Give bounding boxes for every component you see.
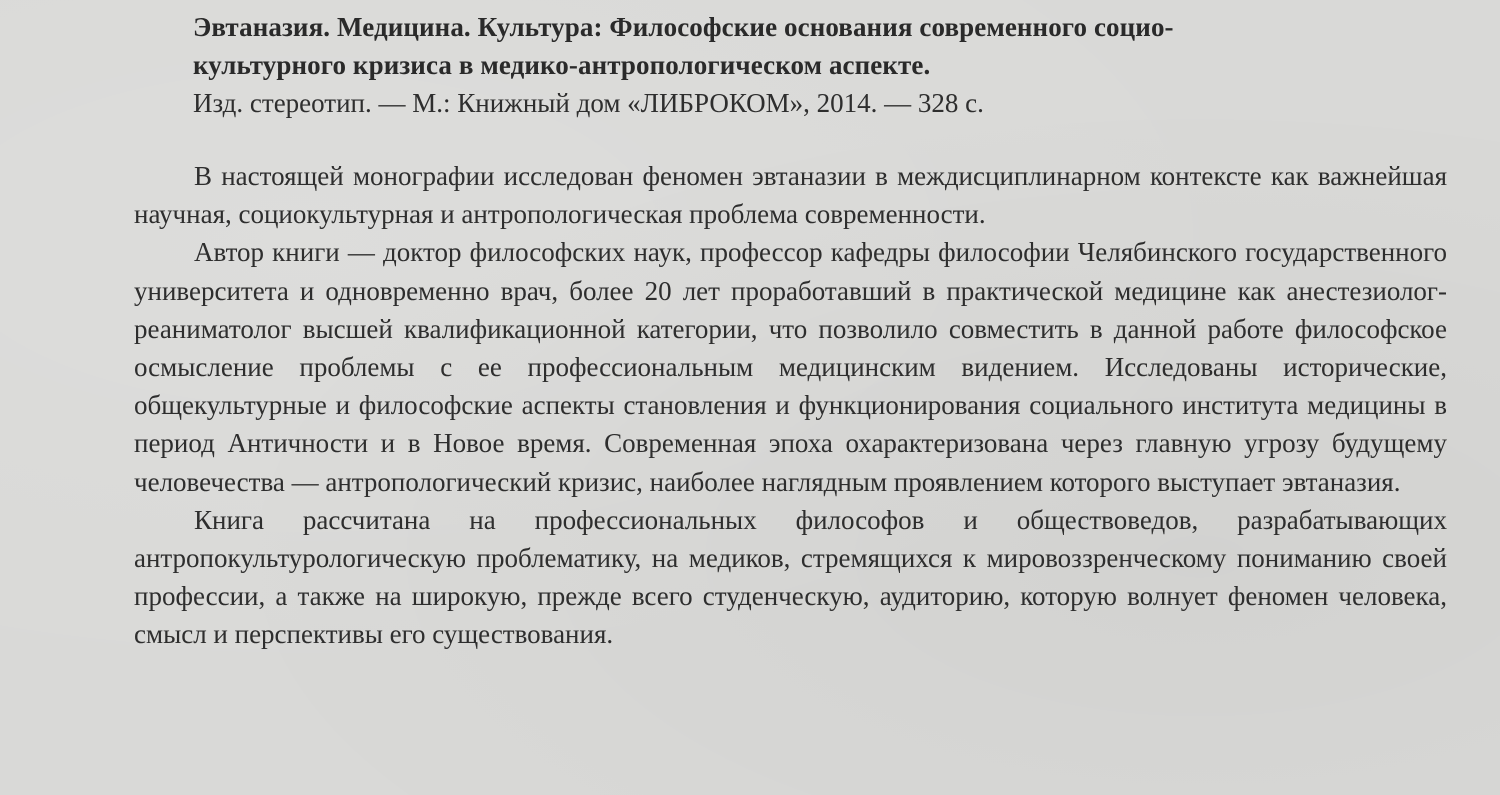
book-title-line-1: Эвтаназия. Медицина. Культура: Философские основания современного социо- (193, 12, 1174, 42)
annotation-body (134, 157, 1447, 654)
book-header (193, 8, 1393, 122)
publication-info: Изд. стереотип. — М.: Книжный дом «ЛИБРОКОМ», 2014. — 328 с. (193, 88, 984, 118)
book-title-line-2: культурного кризиса в медико-антропологическом аспекте. (193, 50, 931, 80)
paragraph-3: Книга рассчитана на профессиональных философов и обществоведов, разрабатывающих антропокультурологическую проблематику, на медиков, стремящихся к мировоззренческому пониманию своей профессии, а также на широкую, прежде всего студенческую, аудиторию, которую волнует феномен человека, смысл и перспективы его существования. (134, 504, 1447, 650)
book-title (193, 8, 1393, 84)
paragraph-2: Автор книги — доктор философских наук, профессор кафедры философии Челябинского государственного университета и одновременно врач, более 20 лет проработавший в практической медицине как анестезиолог-реаниматолог высшей квалификационной категории, что позволило совместить в данной работе философское осмысление проблемы с ее профессиональным медицинским видением. Исследованы исторические, общекультурные и философские аспекты становления и функционирования социального института медицины в период Античности и в Новое время. Современная эпоха охарактеризована через главную угрозу будущему человечества — антропологический кризис, наиболее наглядным проявлением которого выступает эвтаназия. (134, 237, 1447, 497)
paragraph-1: В настоящей монографии исследован феномен эвтаназии в междисциплинарном контексте как важнейшая научная, социокультурная и антропологическая проблема современности. (134, 161, 1447, 230)
